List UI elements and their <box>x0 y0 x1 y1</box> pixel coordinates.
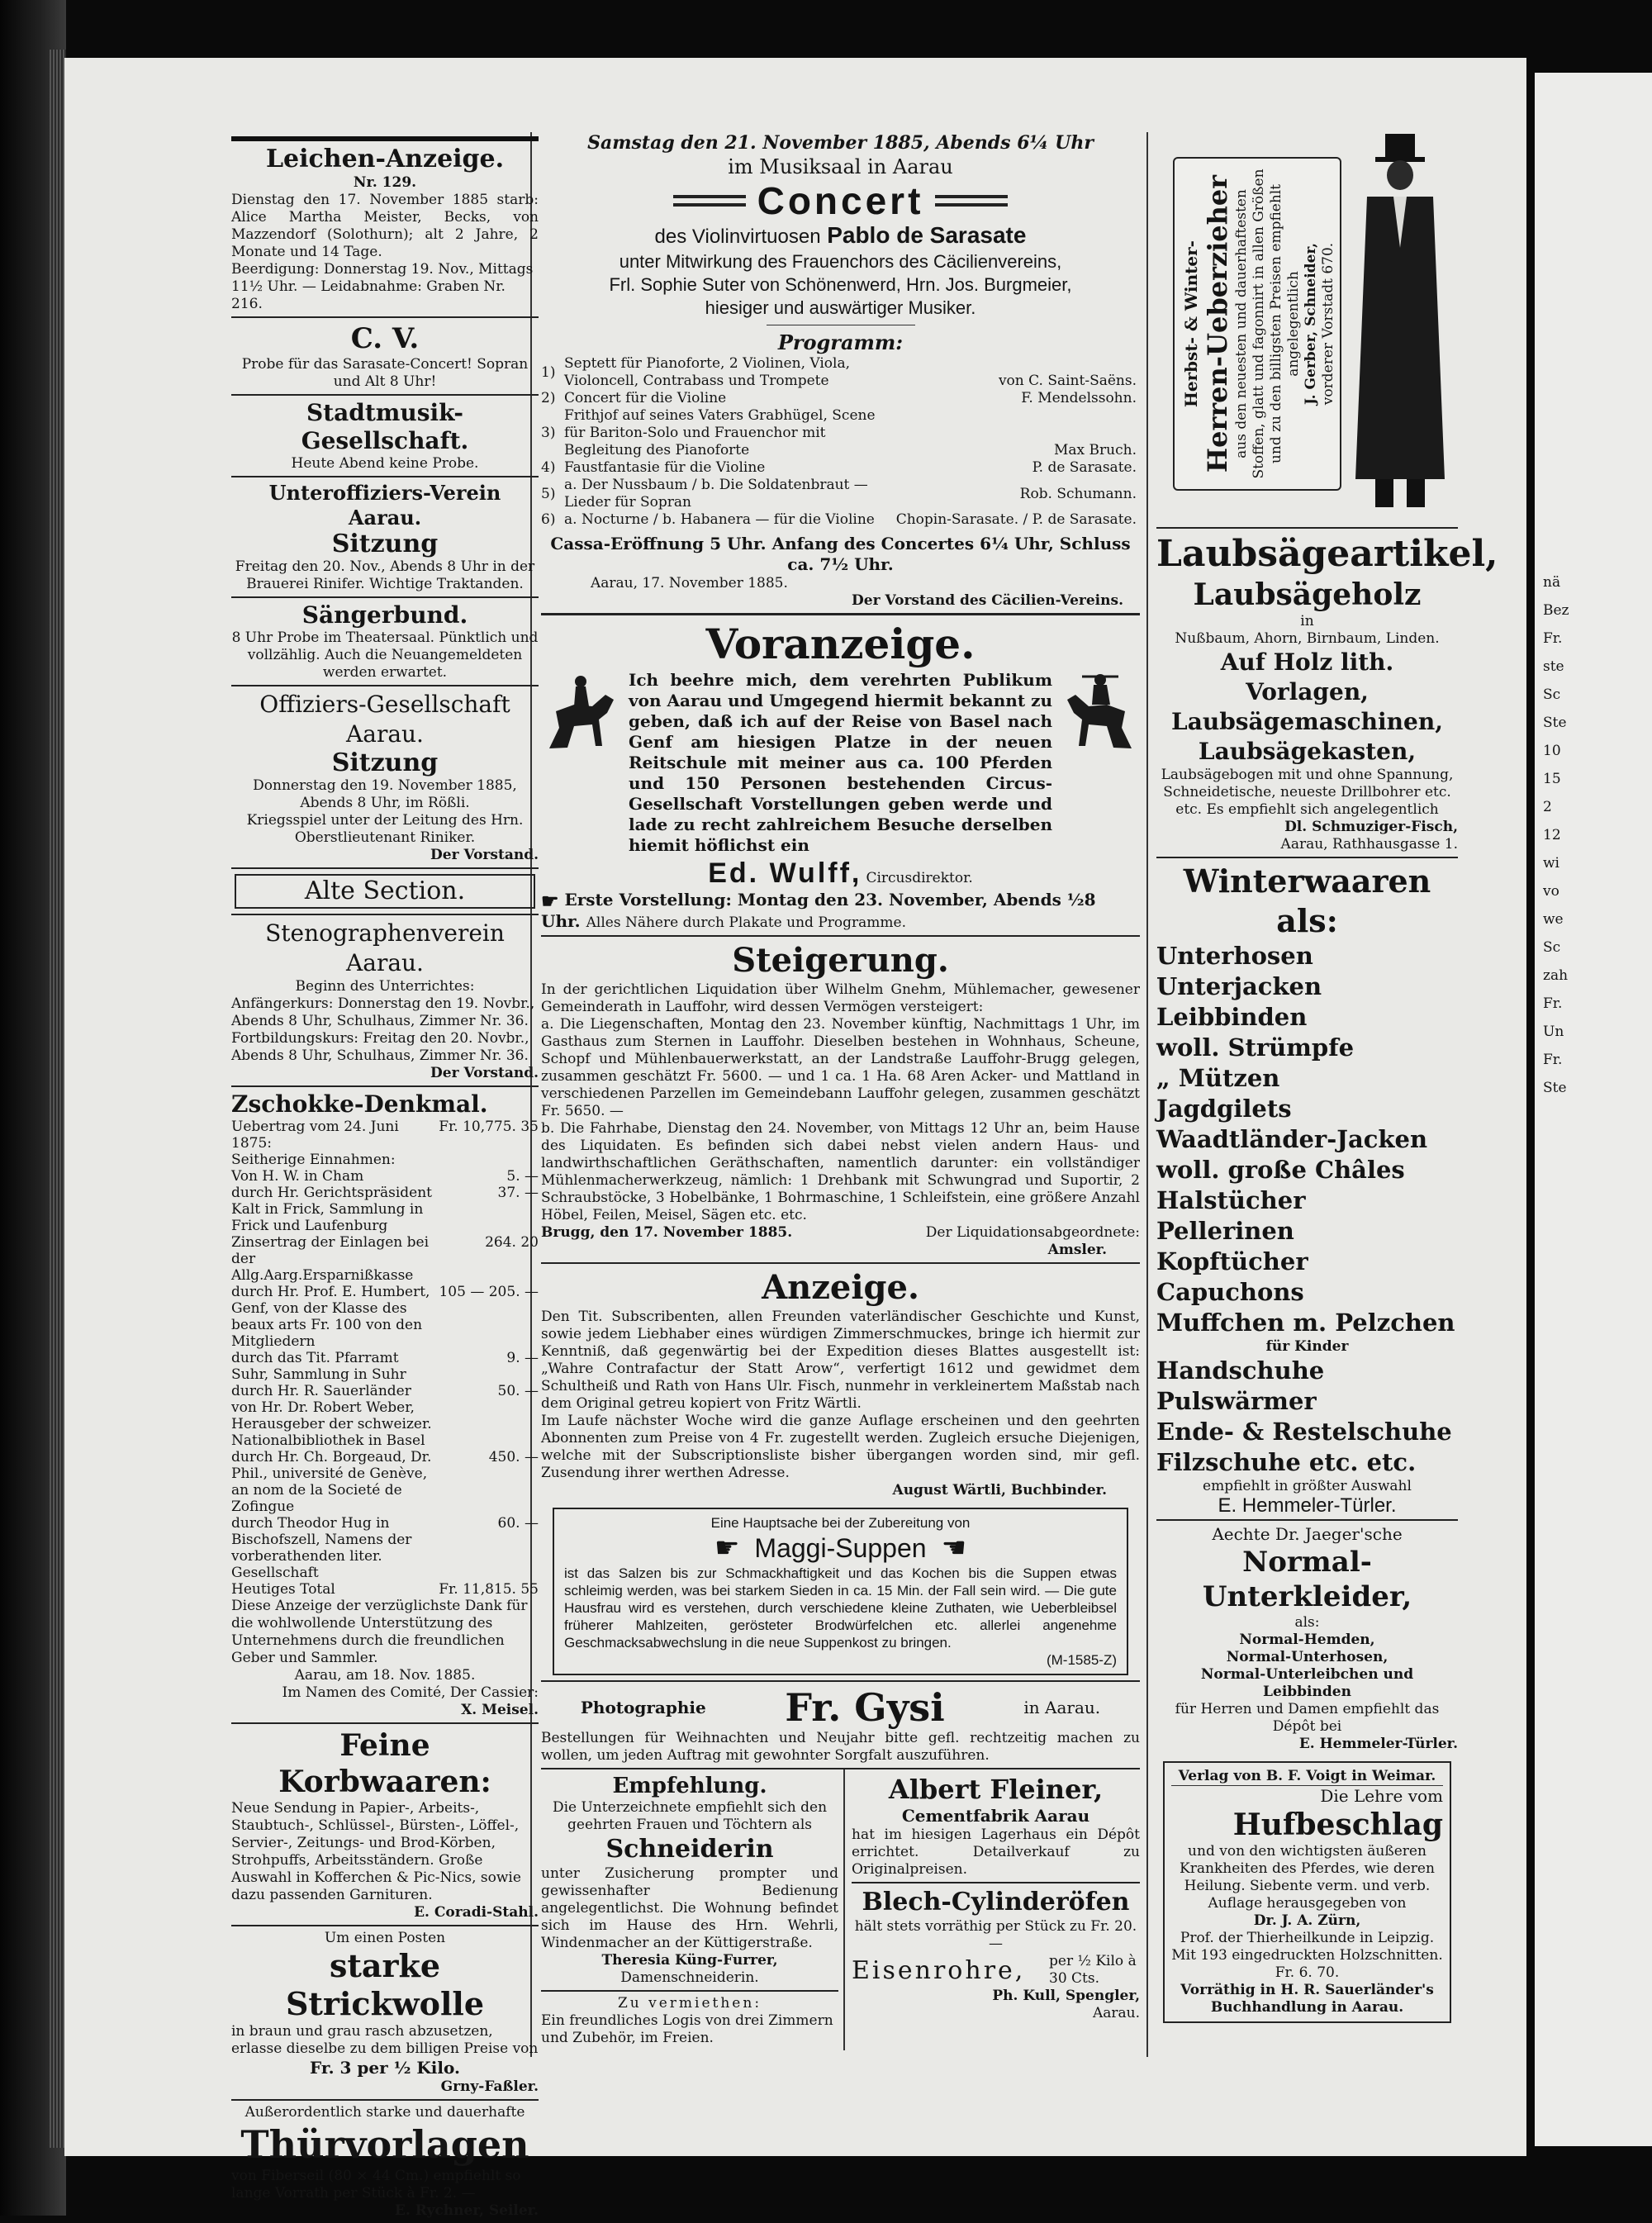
zschokke-total-label: Heutiges Total <box>231 1581 335 1598</box>
program-title: a. Nocturne / b. Habanera — für die Violine <box>564 511 875 528</box>
laubsaege-in: in <box>1300 613 1314 629</box>
maggi-title-row <box>564 1532 1117 1565</box>
voranzeige-sign-role: Circusdirektor. <box>866 870 973 886</box>
gerber-side3: aus den neuesten und dauerhaftesten Stoffen, glatt und fagonnirt in allen Größen und zu den billigsten Preisen empfiehlt angelegentlich <box>1233 169 1302 479</box>
zschokke-row-value: 105 — 205. — <box>439 1284 539 1300</box>
zschokke-row-value: 450. — <box>488 1449 539 1465</box>
voranzeige-title: Voranzeige. <box>705 620 976 668</box>
zschokke-uebertrag-label: Uebertrag vom 24. Juni 1875: <box>231 1119 399 1152</box>
blech-text: hält stets vorräthig per Stück zu Fr. 20. — <box>854 1918 1137 1952</box>
program-composer: Max Bruch. <box>1054 442 1137 458</box>
program-composer: Rob. Schumann. <box>1019 485 1137 502</box>
fragment: nä <box>1543 574 1561 591</box>
pointing-hand-right-icon: ☛ <box>714 1532 740 1565</box>
huf-prof: Prof. der Thierheilkunde in Leipzig. <box>1180 1930 1435 1946</box>
strick-price: Fr. 3 per ½ Kilo. <box>310 2058 460 2078</box>
list-item: Capuchons <box>1156 1278 1304 1306</box>
voranzeige-first-row <box>541 890 1140 932</box>
laubsaege-sign: Dl. Schmuziger-Fisch, <box>1284 819 1458 835</box>
winter-ad <box>1156 858 1458 1519</box>
laubsaege-woods: Nußbaum, Ahorn, Birnbaum, Linden. <box>1175 630 1440 647</box>
gysi-text: Bestellungen für Weihnachten und Neujahr bitte gefl. rechtzeitig machen zu wollen, um jeden Auftrag mit gewohnter Sorgfalt auszuführen. <box>541 1730 1140 1764</box>
concert-mit2: Frl. Sophie Suter von Schönenwerd, Hrn. Jos. Burgmeier, <box>609 274 1072 295</box>
jaeger-text: für Herren und Damen empfiehlt das Dépôt bei <box>1175 1701 1440 1735</box>
zschokke-row-label: durch das Tit. Pfarramt Suhr, Sammlung in Suhr <box>231 1350 406 1383</box>
steno-anf: Anfängerkurs: Donnerstag den 19. Novbr., Abends 8 Uhr, Schulhaus, Zimmer Nr. 36. <box>231 995 535 1029</box>
voranzeige-ad <box>541 615 1140 935</box>
laubsaege-title: Laubsägeartikel, <box>1156 533 1498 575</box>
zschokke-row-label: durch Hr. Prof. E. Humbert, Genf, von der Klasse des beaux arts Fr. 100 von den Mitgliedern <box>231 1284 430 1350</box>
blech-eisen-row <box>852 1953 1140 1988</box>
table-row <box>231 1515 539 1581</box>
concert-ad <box>541 128 1140 613</box>
maggi-title: Maggi-Suppen <box>754 1533 927 1563</box>
table-row <box>541 407 1140 459</box>
table-row <box>231 1350 539 1383</box>
jaeger-sign: E. Hemmeler-Türler. <box>1298 1736 1458 1752</box>
thuer-sign: E. Rychner, Seiler. <box>394 2202 539 2219</box>
unteroff-text: Freitag den 20. Nov., Abends 8 Uhr in der Brauerei Rinifer. Wichtige Traktanden. <box>235 558 535 592</box>
zschokke-row-label: durch Hr. Gerichtspräsident Kalt in Frick, Sammlung in Frick und Laufenburg <box>231 1185 432 1234</box>
zschokke-notice <box>231 1087 539 1722</box>
list-item: woll. große Châles <box>1156 1156 1405 1184</box>
offiziers-text2: Kriegsspiel unter der Leitung des Hrn. Oberstlieutenant Riniker. <box>246 812 524 846</box>
fleiner-sub: Cementfabrik Aarau <box>901 1806 1090 1826</box>
concert-mit: unter Mitwirkung des Frauenchors des Cäcilienvereins, <box>619 251 1062 272</box>
steno-beginn: Beginn des Unterrichtes: <box>295 978 475 995</box>
laubsaege-masch: Laubsägemaschinen, <box>1171 708 1443 735</box>
zschokke-row-value: 60. — <box>497 1515 539 1532</box>
program-num: 4) <box>541 459 556 476</box>
fleiner-title: Albert Fleiner, <box>888 1774 1104 1805</box>
list-item: Unterhosen <box>1156 942 1313 970</box>
leichen-nr: Nr. 129. <box>353 174 417 191</box>
scroll-banner <box>1173 157 1341 491</box>
table-row <box>541 355 1140 390</box>
list-item: Leibbinden <box>1263 1684 1351 1700</box>
table-row <box>231 1119 539 1152</box>
concert-title: Concert <box>757 179 924 222</box>
laubsaege-kasten: Laubsägekasten, <box>1198 738 1417 765</box>
program-title: a. Der Nussbaum / b. Die Soldatenbraut — Lieder für Sopran <box>564 477 868 511</box>
blech-eisen-price: per ½ Kilo à 30 Cts. <box>1049 1953 1137 1987</box>
middle-column <box>541 128 1140 2050</box>
empf-text2: unter Zusicherung prompter und gewissenhafter Bedienung angelegentlichst. Die Wohnung befindet sich im Hause des Hrn. Wehrli, Windenmacher an der Küttigerstraße. <box>541 1865 838 1951</box>
fleiner-text: hat im hiesigen Lagerhaus ein Dépôt errichtet. Detailverkauf zu Originalpreisen. <box>852 1826 1140 1878</box>
winter-list2 <box>1156 1356 1458 1478</box>
list-item: Ende- & Restelschuhe <box>1156 1418 1452 1446</box>
zschokke-table <box>231 1119 539 1598</box>
stadtmusik-text: Heute Abend keine Probe. <box>291 455 479 472</box>
list-item: Pulswärmer <box>1156 1387 1317 1415</box>
offiziers-sitzung: Sitzung <box>331 748 439 777</box>
alte-section: Alte Section. <box>235 874 535 909</box>
fragment: Fr. <box>1543 630 1563 647</box>
horse-rider-icon <box>541 670 624 761</box>
concert-virt-row <box>541 222 1140 250</box>
voranzeige-body <box>541 670 1140 856</box>
ornament-rule <box>673 195 746 207</box>
table-row <box>541 390 1140 407</box>
gentleman-in-overcoat-icon <box>1342 132 1458 512</box>
jaeger-pre: Aechte Dr. Jaeger'sche <box>1212 1524 1403 1544</box>
steigerung-a: a. Die Liegenschaften, Montag den 23. November künftig, Nachmittags 1 Uhr, im Gasthaus zum Sternen in Lauffohr. Dieselben bestehen in Wohnhaus, Scheune, Schopf und Mühlenbauerwerkstatt, an der Landstraße Lauffohr-Brugg gelegen, zusammen geschätzt Fr. 5600. — und 1 ca. 1 Ha. 68 Aren Acker- und Mattland in verschiedenen Parzellen im Gemeindebann Lauffohr gelegen, zusammen geschätzt Fr. 5650. — <box>541 1016 1140 1119</box>
fragment: Bez <box>1543 602 1569 619</box>
right-column <box>1156 132 1498 2028</box>
zschokke-text: Diese Anzeige der verzüglichste Dank für die wohlwollende Unterstützung des Unternehmens durch die freundlichen Geber und Sammler. <box>231 1598 528 1666</box>
winter-list <box>1156 941 1458 1338</box>
program-num: 3) <box>541 425 556 441</box>
table-row <box>231 1383 539 1449</box>
concert-programm: Programm: <box>777 330 904 354</box>
strick-text: in braun und grau rasch abzusetzen, erlasse dieselbe zu dem billigen Preise von <box>231 2023 539 2057</box>
table-row <box>231 1234 539 1284</box>
fragment: Sc <box>1543 939 1561 956</box>
program-title: Septett für Pianoforte, 2 Violinen, Viola, Violoncell, Contrabass und Trompete <box>564 355 851 389</box>
leichen-beerdigung: Beerdigung: Donnerstag 19. Nov., Mittags 11½ Uhr. — Leidabnahme: Graben Nr. 216. <box>231 261 534 312</box>
zschokke-row-value: 37. — <box>497 1185 539 1201</box>
list-item: Pellerinen <box>1156 1217 1294 1245</box>
jaeger-title: Normal-Unterkleider, <box>1202 1546 1412 1613</box>
gerber-side2: Herren-Ueberzieher <box>1202 174 1233 473</box>
strick-title: starke Strickwolle <box>285 1947 485 2022</box>
unteroff-notice <box>231 477 539 596</box>
list-item: Handschuhe <box>1156 1356 1325 1385</box>
korb-sign: E. Coradi-Stahl. <box>414 1904 539 1921</box>
table-row <box>231 1152 539 1168</box>
program-composer: von C. Saint-Saëns. <box>998 373 1137 389</box>
huf-ill: Mit 193 eingedruckten Holzschnitten. <box>1171 1947 1443 1964</box>
program-title: Frithjof auf seines Vaters Grabhügel, Scene für Bariton-Solo und Frauenchor mit Begleitung des Pianoforte <box>564 407 876 458</box>
offiziers-notice <box>231 686 539 867</box>
table-row <box>231 1168 539 1185</box>
saengerbund-notice <box>231 598 539 685</box>
steno-notice <box>231 915 539 1085</box>
concert-virt: des Violinvirtuosen <box>654 226 821 248</box>
bottom-right <box>845 1769 1140 2050</box>
leichen-anzeige <box>231 136 539 316</box>
adjacent-page-fragments <box>1543 568 1569 1102</box>
fragment: Ste <box>1543 715 1567 731</box>
saengerbund-text: 8 Uhr Probe im Theatersaal. Pünktlich und vollzählig. Auch die Neuangemeldeten werden erwartet. <box>231 629 539 681</box>
maggi-code: (M-1585-Z) <box>1046 1652 1117 1668</box>
list-item: Jagdgilets <box>1156 1095 1292 1123</box>
leichen-text: Dienstag den 17. November 1885 starb: Alice Martha Meister, Becks, von Mazzendorf (Solothurn); alt 2 Jahre, 2 Monate und 14 Tage. <box>231 192 539 260</box>
empf-ad <box>541 1769 838 1990</box>
laubsaege-title2: Laubsägeholz <box>1193 577 1422 612</box>
zschokke-row-value: 5. — <box>506 1168 539 1185</box>
voranzeige-first2: Alles Nähere durch Plakate und Programme. <box>586 914 906 931</box>
anzeige-title: Anzeige. <box>762 1268 919 1307</box>
list-item: Normal-Hemden, <box>1239 1632 1375 1648</box>
list-item: Normal-Unterhosen, <box>1226 1649 1389 1665</box>
list-item: „ Mützen <box>1156 1064 1280 1092</box>
gysi-photo: Photographie <box>580 1697 706 1717</box>
maggi-ad <box>553 1508 1128 1675</box>
pointing-hand-left-icon: ☚ <box>941 1532 967 1565</box>
concert-title-row <box>541 179 1140 222</box>
gerber-side1: Herbst- & Winter- <box>1181 240 1201 407</box>
laubsaege-text: Laubsägebogen mit und ohne Spannung, Schneidetische, neueste Drillbohrer etc. etc. Es empfiehlt sich angelegentlich <box>1161 767 1454 818</box>
hufbeschlag-ad <box>1163 1761 1451 2023</box>
fleiner-ad <box>852 1769 1140 1882</box>
program-composer: Chopin-Sarasate. / P. de Sarasate. <box>895 511 1137 528</box>
program-title: Faustfantasie für die Violine <box>564 459 766 476</box>
gerber-addr: vorderer Vorstadt 670. <box>1320 242 1336 406</box>
unteroff-title: Unteroffiziers-Verein Aarau. <box>268 481 501 530</box>
fragment: 10 <box>1543 743 1561 759</box>
maggi-pre: Eine Hauptsache bei der Zubereitung von <box>710 1515 971 1531</box>
steigerung-footer <box>541 1224 1140 1242</box>
table-row <box>231 1449 539 1515</box>
leichen-title: Leichen-Anzeige. <box>265 145 505 173</box>
maggi-text: ist das Salzen bis zur Schmackhaftigkeit und das Kochen bis die Suppen etwas schleimig werden, was bei starkem Sieden in ca. 15 Min. der Fall sein wird. — Die gute Hausfrau wird es verstehen, durch verschiedene kleine Zuthaten, wie Ueberbleibsel früherer Mahlzeiten, gerösteter Brodwürfelchen etc. allerlei angenehme Geschmacksabwechslung in die neue Suppenkost zu bringen. <box>564 1565 1117 1651</box>
zschokke-seither: Seitherige Einnahmen: <box>231 1152 396 1168</box>
list-item: Halstücher <box>1156 1186 1306 1214</box>
fragment: 2 <box>1543 799 1552 815</box>
program-num: 1) <box>541 363 556 381</box>
zschokke-row-value: 264. 20 <box>485 1234 539 1251</box>
divider <box>231 867 539 869</box>
list-item: Kopftücher <box>1156 1247 1308 1275</box>
gerber-sign: J. Gerber, Schneider, <box>1303 242 1319 406</box>
huf-author: Dr. J. A. Zürn, <box>1253 1912 1361 1929</box>
fragment: 15 <box>1543 771 1561 787</box>
cv-notice <box>231 318 539 394</box>
cv-title: C. V. <box>350 322 420 355</box>
concert-cassa: Cassa-Eröffnung 5 Uhr. Anfang des Concertes 6¼ Uhr, Schluss ca. 7½ Uhr. <box>550 534 1131 574</box>
blech-sign: Ph. Kull, Spengler, <box>992 1988 1140 2004</box>
fragment: vo <box>1543 883 1559 900</box>
empf-sign2: Damenschneiderin. <box>620 1969 759 1986</box>
jaeger-ad <box>1156 1521 1458 1756</box>
fragment: ste <box>1543 658 1564 675</box>
steigerung-b: b. Die Fahrhabe, Dienstag den 24. November, von Mittags 12 Uhr an, beim Hause des Liquidaten. Es befinden sich dabei nebst vielen andern Haus- und landwirthschaftlichen Geräthschaften, namentlich darunter: ein vollständiger Mühlenmacherwerkzeug, nämlich: 1 Drehbank mit Schwungrad und Suportir, 2 Schraubstöcke, 3 Hobelbänke, 1 Bohrmaschine, 1 Schleifstein, eine größere Anzahl Höbel, Feilen, Meisel, Sägen etc. etc. <box>541 1120 1140 1223</box>
concert-sign: Der Vorstand des Cäcilien-Vereins. <box>852 592 1123 609</box>
program-num: 5) <box>541 485 556 502</box>
table-row <box>231 1185 539 1234</box>
strick-sign: Grny-Faßler. <box>440 2078 539 2095</box>
empf-sign: Theresia Küng-Furrer, <box>601 1952 778 1969</box>
laubsaege-vorl: Auf Holz lith. Vorlagen, <box>1220 648 1394 705</box>
winter-fuer: für Kinder <box>1265 1338 1349 1355</box>
concert-place: im Musiksaal in Aarau <box>728 155 953 178</box>
offiziers-text: Donnerstag den 19. November 1885, Abends 8 Uhr, im Rößli. <box>253 777 517 811</box>
table-row <box>541 511 1140 529</box>
huf-title: Hufbeschlag <box>1232 1807 1443 1842</box>
program-num: 6) <box>541 511 556 528</box>
program-num: 2) <box>541 390 556 406</box>
winter-title: Winterwaaren als: <box>1183 862 1431 939</box>
gerber-vertical-text <box>1181 167 1337 481</box>
ornament-rule <box>935 195 1008 207</box>
gysi-name: Fr. Gysi <box>785 1685 945 1730</box>
gerber-ad <box>1156 132 1458 527</box>
zschokke-sign2: X. Meisel. <box>461 1702 539 1718</box>
steno-title: Stenographenverein Aarau. <box>265 919 505 976</box>
left-column <box>231 136 539 2223</box>
winter-text: empfiehlt in größter Auswahl <box>1203 1478 1412 1494</box>
concert-date: Samstag den 21. November 1885, Abends 6¼ Uhr <box>587 132 1094 154</box>
program-table <box>541 355 1140 529</box>
fragment: Ste <box>1543 1080 1567 1096</box>
table-row <box>541 459 1140 477</box>
adjacent-page <box>1535 73 1652 2146</box>
strick-pre: Um einen Posten <box>324 1930 446 1946</box>
fragment: zah <box>1543 967 1569 984</box>
stadtmusik-notice <box>231 396 539 476</box>
concert-date2: Aarau, 17. November 1885. <box>591 575 788 591</box>
steigerung-title: Steigerung. <box>732 941 949 980</box>
blech-place: Aarau. <box>1092 2005 1140 2021</box>
table-row <box>231 1581 539 1598</box>
circus-rider-icon <box>1057 670 1140 761</box>
huf-text: und von den wichtigsten äußeren Krankheiten des Pferdes, wie deren Heilung. Siebente verm. und verb. Auflage herausgegeben von <box>1180 1843 1435 1912</box>
jaeger-als: als: <box>1294 1614 1320 1631</box>
voranzeige-sign-row <box>541 857 1140 890</box>
list-item: Muffchen m. Pelzchen <box>1156 1309 1455 1337</box>
korb-ad <box>231 1724 539 1925</box>
anzeige-sign: August Wärtli, Buchbinder. <box>892 1482 1107 1499</box>
huf-sold: Vorräthig in H. R. Sauerländer's Buchhandlung in Aarau. <box>1180 1982 1434 2016</box>
concert-mit3: hiesiger und auswärtiger Musiker. <box>705 297 976 318</box>
offiziers-sign: Der Vorstand. <box>430 847 539 863</box>
anzeige-text2: Im Laufe nächster Woche wird die ganze Auflage erscheinen und den geehrten Abonnenten zum Preise von 4 Fr. zugestellt werden. Zugleich ersuche Diejenigen, welche mit der Subscriptionsliste bisher übergangen worden sind, mir gefl. Zusendung ihrer werthen Adresse. <box>541 1413 1140 1481</box>
fragment: Fr. <box>1543 1052 1563 1068</box>
page-edges <box>50 50 66 2148</box>
laubsaege-place: Aarau, Rathhausgasse 1. <box>1280 836 1458 853</box>
huf-pre: Die Lehre vom <box>1320 1786 1443 1806</box>
zschokke-date: Aarau, am 18. Nov. 1885. <box>294 1667 476 1684</box>
fragment: Un <box>1543 1024 1564 1040</box>
vermieten-ad <box>541 1992 838 2050</box>
unteroff-sitzung: Sitzung <box>331 530 439 558</box>
zschokke-uebertrag-value: Fr. 10,775. 35 <box>439 1119 539 1135</box>
list-item: Leibbinden <box>1156 1003 1308 1031</box>
list-item: Unterjacken <box>1156 972 1322 1000</box>
fragment: we <box>1543 911 1564 928</box>
steigerung-notice <box>541 937 1140 1262</box>
steigerung-role: Der Liquidationsabgeordnete: <box>925 1224 1140 1241</box>
winter-sign: E. Hemmeler-Türler. <box>1218 1494 1397 1517</box>
zschokke-sign1: Im Namen des Comité, Der Cassier: <box>282 1684 539 1701</box>
steigerung-sign: Amsler. <box>1047 1242 1107 1258</box>
zschokke-row-label: Von H. W. in Cham <box>231 1168 364 1185</box>
steigerung-intro: In der gerichtlichen Liquidation über Wilhelm Gnehm, Mühlemacher, gewesener Gemeinderath in Lauffohr, wird dessen Vermögen versteigert: <box>541 981 1140 1015</box>
list-item: Normal-Unterleibchen und <box>1200 1666 1414 1683</box>
list-item: Filzschuhe etc. etc. <box>1156 1448 1417 1476</box>
stadtmusik-title: Stadtmusik-Gesellschaft. <box>301 399 469 454</box>
list-item: Waadtländer-Jacken <box>1156 1125 1428 1153</box>
korb-text: Neue Sendung in Papier-, Arbeits-, Staubtuch-, Schlüssel-, Bürsten-, Löffel-, Servier-, Zeitungs- und Brod-Körben, Strohpuffs, Arbeitsständern. Große Auswahl in Kofferchen & Pic-Nics, sowie dazu passenden Garnituren. <box>231 1800 521 1903</box>
thuer-pre: Außerordentlich starke und dauerhafte <box>244 2104 525 2121</box>
fragment: Fr. <box>1543 995 1563 1012</box>
bottom-left <box>541 1769 845 2050</box>
voranzeige-sign: Ed. Wulff, <box>708 857 862 889</box>
thuer-ad <box>231 2101 539 2223</box>
blech-title: Blech-Cylinderöfen <box>862 1888 1130 1917</box>
zschokke-row-value: 50. — <box>497 1383 539 1399</box>
fragment: 12 <box>1543 827 1561 843</box>
zschokke-row-label: durch Hr. Ch. Borgeaud, Dr. Phil., université de Genève, an nom de la Societé de Zofingue <box>231 1449 432 1515</box>
fragment: wi <box>1543 855 1559 872</box>
zschokke-row-label: durch Theodor Hug in Bischofszell, Namens der vorberathenden liter. Gesellschaft <box>231 1515 412 1581</box>
gysi-title-row <box>541 1685 1140 1730</box>
gysi-place: in Aarau. <box>1023 1697 1101 1717</box>
program-composer: P. de Sarasate. <box>1032 459 1137 476</box>
concert-name: Pablo de Sarasate <box>827 222 1027 248</box>
cv-text: Probe für das Sarasate-Concert! Sopran und Alt 8 Uhr! <box>241 356 529 390</box>
offiziers-title: Offiziers-Gesellschaft Aarau. <box>259 691 510 748</box>
zschokke-row-value: 9. — <box>506 1350 539 1366</box>
steno-sign: Der Vorstand. <box>430 1065 539 1081</box>
strick-ad <box>231 1926 539 2099</box>
program-composer: F. Mendelssohn. <box>1021 390 1137 406</box>
anzeige-text: Den Tit. Subscribenten, allen Freunden vaterländischer Geschichte und Kunst, sowie jedem Liebhaber eines würdigen Zimmerschmuckes, bringe ich hiermit zur Kenntniß, daß gegenwärtig bei der Expedition dieses Blattes ausgestellt ist: „Wahre Contrafactur der Statt Arow“, verfertigt 1612 und gewidmet dem Schultheiß und Rath von Hans Ulr. Fisch, nunmehr in verkleinertem Maßstab nach dem Original getreu kopiert von Fritz Wärtli. <box>541 1309 1140 1412</box>
steno-fort: Fortbildungskurs: Freitag den 20. Novbr., Abends 8 Uhr, Schulhaus, Zimmer Nr. 36. <box>231 1030 529 1064</box>
zschokke-row-label: durch Hr. R. Sauerländer von Hr. Dr. Robert Weber, Herausgeber der schweizer. Nationalbibliothek in Basel <box>231 1383 432 1449</box>
thuer-title: Thürvorlagen <box>240 2122 529 2167</box>
vermieten-title: Zu vermiethen: <box>617 1995 762 2012</box>
voranzeige-text: Ich beehre mich, dem verehrten Publikum von Aarau und Umgegend hiermit bekannt zu geben, daß ich auf der Reise von Basel nach Genf am hiesigen Platze in der neuen Reitschule mit meiner aus ca. 100 Pferden und 150 Personen bestehenden Circus-Gesellschaft Vorstellungen geben werde und lade zu recht zahlreichem Besuche derselben hiemit höflichst ein <box>629 670 1052 855</box>
table-row <box>231 1284 539 1350</box>
program-title: Concert für die Violine <box>564 390 727 406</box>
empf-text: Die Unterzeichnete empfiehlt sich den geehrten Frauen und Töchtern als <box>552 1799 828 1833</box>
fragment: Sc <box>1543 686 1561 703</box>
bottom-split <box>541 1769 1140 2050</box>
gysi-ad <box>541 1682 1140 1768</box>
pointing-hand-icon: ☛ <box>541 889 559 913</box>
anzeige-notice <box>541 1264 1140 1503</box>
steigerung-date: Brugg, den 17. November 1885. <box>541 1224 793 1241</box>
vermieten-text: Ein freundliches Logis von drei Zimmern und Zubehör, im Freien. <box>541 2012 833 2046</box>
voranzeige-first: Erste Vorstellung: Montag den 23. November, Abends ½8 Uhr. <box>541 890 1096 931</box>
zschokke-total-value: Fr. 11,815. 55 <box>439 1581 539 1598</box>
empf-title: Empfehlung. <box>612 1774 767 1798</box>
blech-ad <box>852 1883 1140 2026</box>
blech-eisen: Eisenrohre, <box>852 1955 1026 1985</box>
zschokke-title: Zschokke-Denkmal. <box>231 1090 488 1118</box>
table-row <box>541 477 1140 511</box>
huf-verlag: Verlag von B. F. Voigt in Weimar. <box>1171 1768 1443 1786</box>
zschokke-row-label: Zinsertrag der Einlagen bei der Allg.Aarg.Ersparnißkasse <box>231 1234 430 1284</box>
empf-role: Schneiderin <box>605 1835 774 1864</box>
column-rule <box>1146 132 1148 2057</box>
huf-price: Fr. 6. 70. <box>1275 1964 1340 1981</box>
list-item: woll. Strümpfe <box>1156 1033 1355 1062</box>
korb-title: Feine Korbwaaren: <box>278 1728 491 1799</box>
thuer-text: von Fiberseil (80 × 44 Cm.) empfiehlt so lange Vorrath per Stück à Fr. 2. — <box>231 2168 521 2202</box>
laubsaege-ad <box>1156 529 1498 857</box>
saengerbund-title: Sängerbund. <box>301 601 468 629</box>
